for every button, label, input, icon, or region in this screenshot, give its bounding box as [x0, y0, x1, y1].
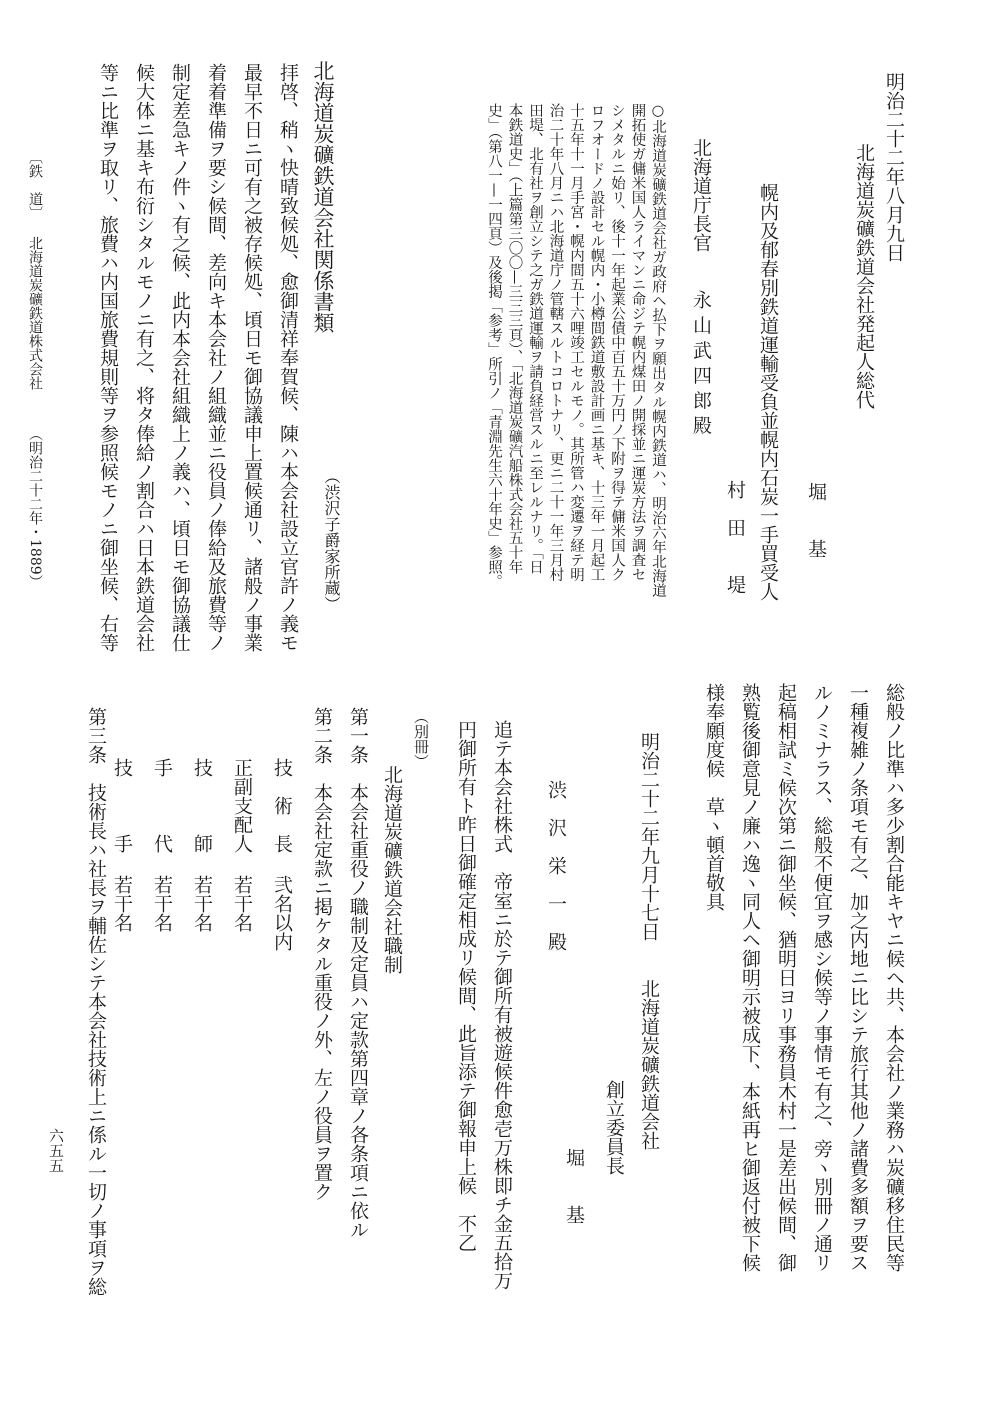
letter-line: 着着準備ヲ要シ候間、差向キ本会社ノ組織並ニ役員ノ俸給及旅費等ノ	[205, 63, 227, 652]
note-line: 開拓使ガ傭米国人ライマンニ命ジテ幌内煤田ノ開採並ニ運炭方法ヲ調査セ	[629, 103, 646, 582]
cont-line: 一種複雑ノ条項モ有之、加之内地ニ比シテ旅行其他ノ諸費多額ヲ要ス	[847, 683, 869, 1272]
section-title: 北海道炭礦鉄道会社関係書類	[311, 60, 335, 333]
cont-line: ルノミナラス、総般不便宜ヲ感シ候等ノ事情モ有之、旁ヽ別冊ノ通リ	[811, 683, 833, 1272]
subject-line: 幌内及郁春別鉄道運輸受負並幌内石炭一手買受人	[757, 183, 779, 601]
sender-name: 堀 基	[805, 482, 827, 558]
note-line: 史」（第八一—一四頁）及後掲「参考」所引ノ「青淵先生六十年史」参照。	[486, 103, 502, 589]
staff-count: 若干名	[191, 875, 213, 932]
subject-name: 村 田 堤	[724, 480, 746, 594]
letter-line: 拝啓、稍ヽ快晴致候処、愈御清祥奉賀候、陳ハ本会社設立官許ノ義モ	[277, 63, 299, 652]
note-line: ○北海道炭礦鉄道会社ガ政府ヘ払下ヲ願出タル幌内鉄道ハ、明治六年北海道	[650, 103, 666, 598]
rules-title: 北海道炭礦鉄道会社職制	[381, 765, 403, 974]
committee-name: 堀 基	[563, 1148, 585, 1224]
page-number: 六五五	[47, 1128, 65, 1173]
note-line: 本鉄道史」（上篇第三〇〇—三三三頁）、「北海道炭礦汽船株式会社五十年	[506, 103, 523, 575]
postscript-line: 円御所有ト昨日御確定相成リ候間、此旨添テ御報申上候 不乙	[455, 720, 477, 1252]
note-line: 治二十年八月ニハ北海道庁ノ管轄スルトコロトナリ、更ニ二十一年三月村	[547, 103, 564, 582]
cont-line: 起稿相試ミ候次第ニ御坐候、猶明日ヨリ事務員木村一是差出候間、御	[775, 683, 797, 1272]
note-line: ロフオードノ設計セル幌内・小樽間鉄道敷設計画ニ基キ、十三年一月起工	[588, 103, 605, 582]
staff-count: 若干名	[151, 875, 173, 932]
note-line: シメタルニ始リ、後十一年起業公債中百五十万円ノ下附ヲ得テ傭米国人ク	[609, 103, 625, 582]
letter-line: 最早不日ニ可有之被存候処、頃日モ御協議申上置候通リ、諸般ノ事業	[241, 63, 263, 652]
staff-count: 若干名	[111, 875, 133, 932]
cont-line: 熟覧後御意見ノ廉ハ逸ヽ同人ヘ御明示被成下、本紙再ヒ御返付被下候	[739, 683, 761, 1272]
letter-line: 等ニ比準ヲ取リ、旅費ハ内国旅費規則等ヲ参照候モノニ御坐候、右等	[97, 63, 119, 652]
committee-title: 創立委員長	[603, 1080, 625, 1175]
section-source: （渋沢子爵家所蔵）	[322, 468, 341, 612]
staff-role: 技 手	[111, 758, 133, 853]
article-3: 第三条 技術長ハ社長ヲ輔佐シテ本会社技術上ニ係ル一切ノ事項ヲ総	[85, 707, 107, 1296]
letter-line: 候大体ニ基キ布衍シタルモノニ有之、将タ俸給ノ割合ハ日本鉄道会社	[133, 63, 155, 652]
postscript-line: 追テ本会社株式 帝室ニ於テ御所有被遊候件愈壱万株即チ金五拾万	[491, 720, 513, 1290]
sender-title: 北海道炭礦鉄道会社発起人総代	[853, 143, 875, 409]
letter-date-1: 明治二十二年八月九日	[883, 72, 905, 262]
cont-line: 様奉願度候 草ヽ頓首敬具	[703, 683, 725, 911]
editorial-note	[481, 103, 666, 598]
letter-line: 制定差急キノ件ヽ有之候、此内本会社組織上ノ義ハ、頃日モ御協議仕	[169, 63, 191, 652]
running-head-company: 北海道炭礦鉄道株式会社	[27, 236, 43, 390]
note-line: 十五年十一月手宮・幌内間五十六哩竣工セルモノ。其所管ハ変遷ヲ経テ明	[568, 103, 584, 582]
staff-role: 技 術 長	[271, 758, 293, 853]
article-1: 第一条 本会社重役ノ職制及定員ハ定款第四章ノ各条項ニ依ル	[347, 707, 369, 1239]
staff-role: 手 代	[151, 758, 173, 853]
staff-count: 若干名	[231, 875, 253, 932]
note-line: 田堤、北有社ヲ創立シテ之ガ鉄道運輸ヲ請負経営スルニ至レルナリ。「日	[527, 103, 543, 575]
staff-role: 正副支配人	[231, 758, 253, 853]
letter-date-2: 明治二十二年九月十七日 北海道炭礦鉄道会社	[638, 732, 660, 1150]
cont-line: 総般ノ比準ハ多少割合能キヤニ候ヘ共、本会社ノ業務ハ炭礦移住民等	[883, 683, 905, 1272]
addressee: 渋 沢 栄 一 殿	[545, 780, 567, 951]
staff-role: 技 師	[191, 758, 213, 853]
staff-count: 弐名以内	[271, 875, 293, 951]
letter-body	[81, 63, 297, 652]
running-head-category: 〔鉄 道〕	[27, 150, 43, 220]
postscript	[439, 720, 511, 1290]
bessatsu-label: （別冊）	[412, 709, 430, 769]
recipient-line: 北海道庁長官 永 山 武 四 郎 殿	[690, 138, 712, 435]
article-2: 第二条 本会社定款ニ掲ケタル重役ノ外、左ノ役員ヲ置ク	[311, 707, 333, 1201]
running-head-year: （明治二十二年・1889）	[27, 427, 43, 589]
letter-continuation	[687, 683, 903, 1272]
